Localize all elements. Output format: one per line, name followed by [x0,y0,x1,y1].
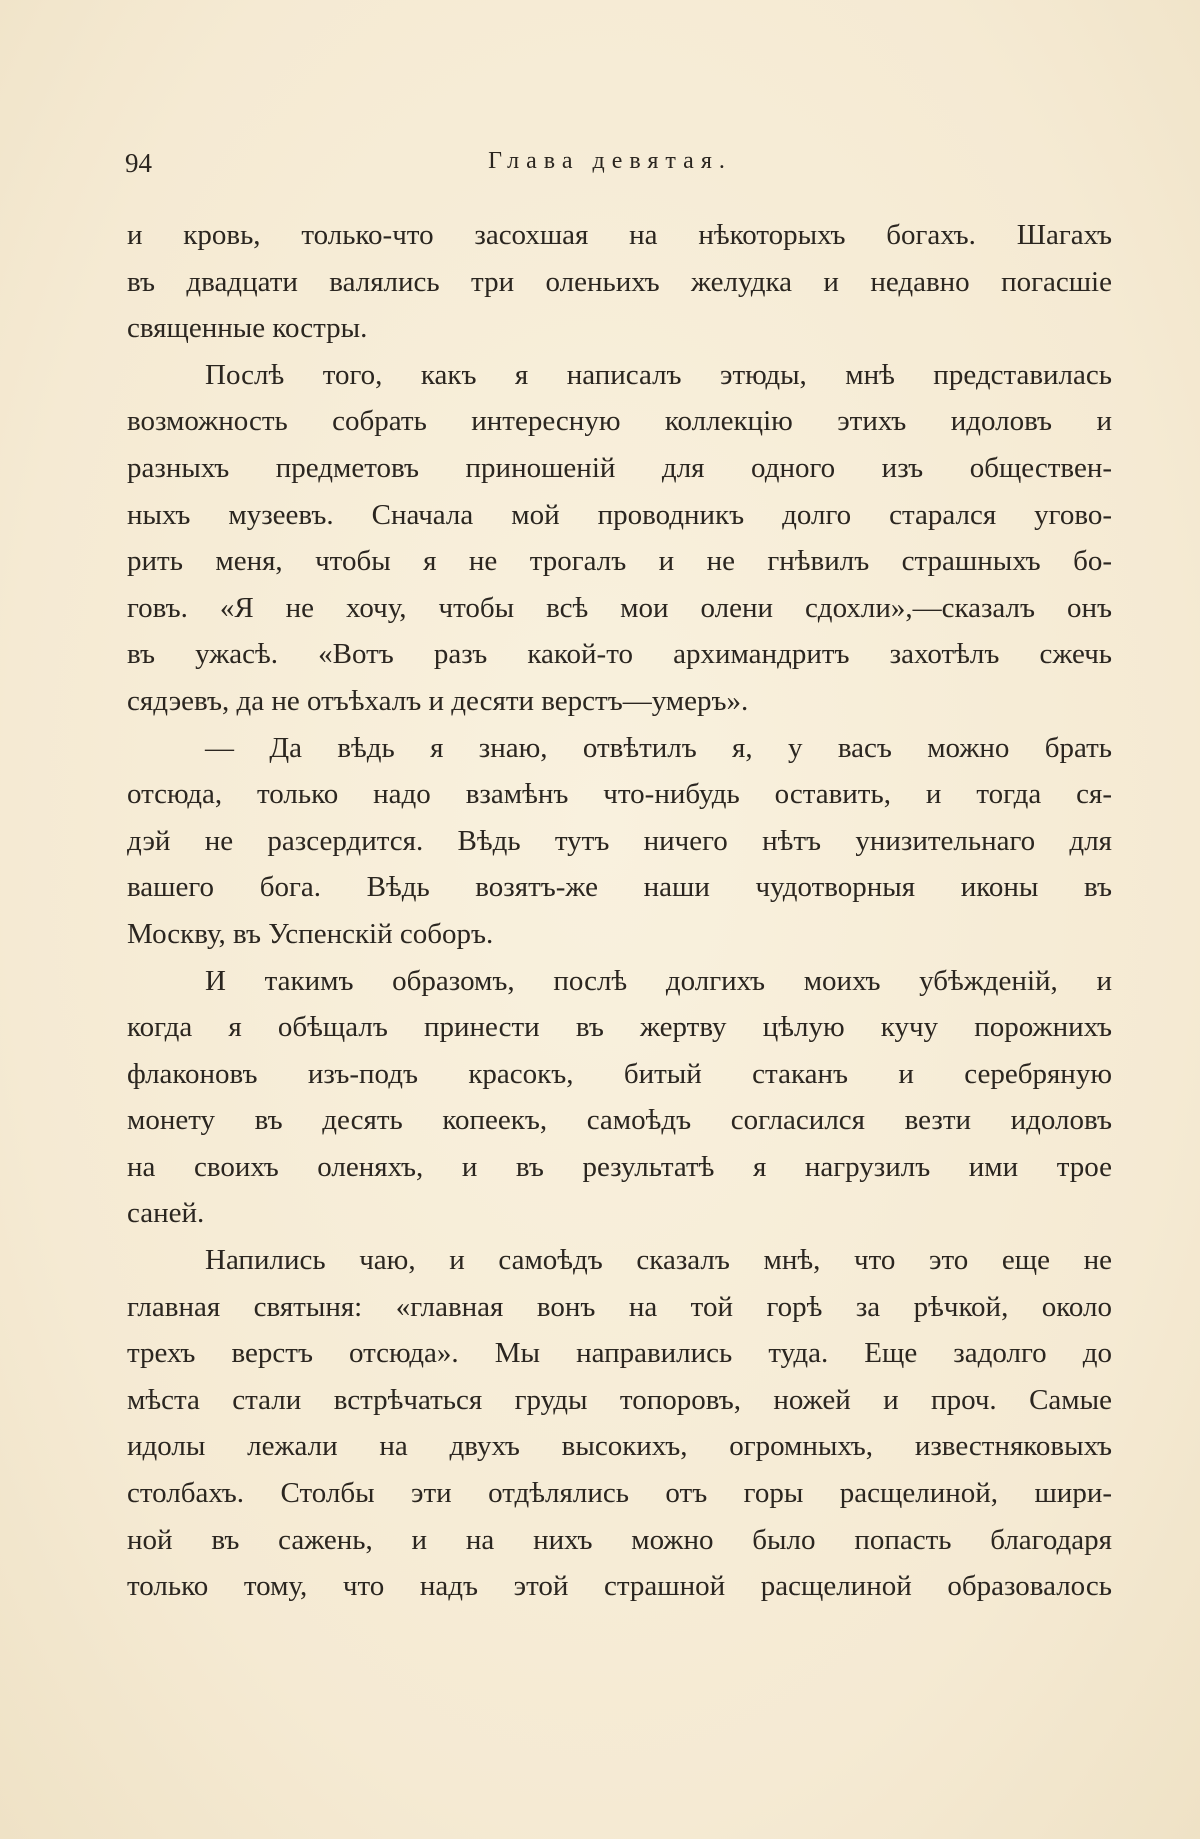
text-line: саней. [127,1197,205,1230]
text-line: столбахъ. Столбы эти отдѣлялись отъ горы расщелиной, шири- [127,1477,1112,1510]
text-line: говъ. «Я не хочу, чтобы всѣ мои олени сдохли»,—сказалъ онъ [127,591,1112,624]
text-line: мѣста стали встрѣчаться груды топоровъ, ножей и проч. Самые [127,1383,1112,1416]
text-line: священные костры. [127,312,368,345]
running-title: Глава девятая. [488,148,732,174]
text-line: только тому, что надъ этой страшной расщелиной образовалось [127,1570,1112,1603]
text-line: сядэевъ, да не отъѣхалъ и десяти верстъ—умеръ». [127,684,749,717]
text-line: когда я обѣщалъ принести въ жертву цѣлую кучу порожнихъ [127,1011,1112,1044]
text-line: вашего бога. Вѣдь возятъ-же наши чудотворныя иконы въ [127,871,1112,904]
text-line: дэй не разсердится. Вѣдь тутъ ничего нѣтъ унизительнаго для [127,824,1112,857]
text-line: трехъ верстъ отсюда». Мы направились туда. Еще задолго до [127,1337,1112,1370]
body-text [127,212,1112,1610]
text-line: — Да вѣдь я знаю, отвѣтилъ я, у васъ можно брать [205,731,1112,764]
text-line: идолы лежали на двухъ высокихъ, огромныхъ, известняковыхъ [127,1430,1112,1463]
text-line: на своихъ оленяхъ, и въ результатѣ я нагрузилъ ими трое [127,1150,1112,1183]
text-line: и кровь, только-что засохшая на нѣкоторыхъ богахъ. Шагахъ [127,219,1112,251]
text-line: ныхъ музеевъ. Сначала мой проводникъ долго старался угово- [127,498,1112,531]
text-line: разныхъ предметовъ приношеній для одного изъ обществен- [127,451,1112,484]
text-line: Послѣ того, какъ я написалъ этюды, мнѣ представилась [205,358,1112,391]
text-line: флаконовъ изъ-подъ красокъ, битый стаканъ и серебряную [127,1057,1112,1090]
text-line: Напились чаю, и самоѣдъ сказалъ мнѣ, что это еще не [205,1244,1112,1277]
text-line: Москву, въ Успенскій соборъ. [127,917,494,950]
text-line: монету въ десять копеекъ, самоѣдъ согласился везти идоловъ [127,1104,1112,1137]
text-line: рить меня, чтобы я не трогалъ и не гнѣвилъ страшныхъ бо- [127,545,1112,578]
text-line: въ ужасѣ. «Вотъ разъ какой-то архимандритъ захотѣлъ сжечь [127,638,1112,671]
text-line: И такимъ образомъ, послѣ долгихъ моихъ убѣжденій, и [205,964,1112,997]
text-line: возможность собрать интересную коллекцію этихъ идоловъ и [127,405,1112,438]
text-line: въ двадцати валялись три оленьихъ желудка и недавно погасшіе [127,265,1112,298]
page-number: 94 [125,148,152,178]
text-line: отсюда, только надо взамѣнъ что-нибудь оставить, и тогда ся- [127,778,1112,811]
text-line: ной въ сажень, и на нихъ можно было попасть благодаря [127,1523,1112,1556]
text-line: главная святыня: «главная вонъ на той горѣ за рѣчкой, около [127,1290,1112,1323]
